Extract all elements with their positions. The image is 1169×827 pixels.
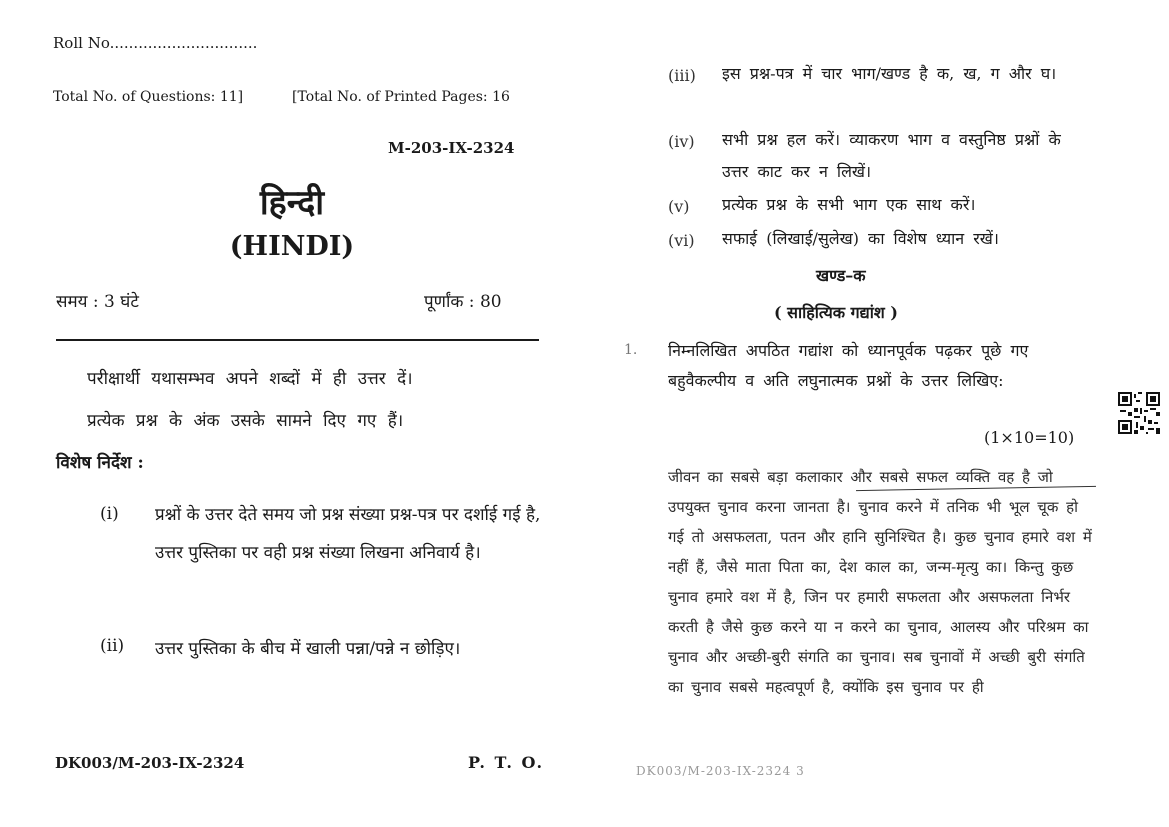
roll-number-field: Roll No............................... xyxy=(53,34,258,52)
instruction-number: (ii) xyxy=(100,636,125,656)
footer-code: DK003/M-203-IX-2324 xyxy=(55,754,245,772)
total-printed-pages: [Total No. of Printed Pages: 16 xyxy=(292,89,510,105)
general-instruction: प्रत्येक प्रश्न के अंक उसके सामने दिए गए हैं। xyxy=(87,411,404,431)
faded-footer: DK003/M-203-IX-2324 3 xyxy=(636,764,805,778)
instruction-text: उत्तर पुस्तिका के बीच में खाली पन्ना/पन्ने न छोड़िए। xyxy=(155,639,461,659)
qr-code-icon xyxy=(1118,392,1160,434)
special-instructions-heading: विशेष निर्देश : xyxy=(56,453,144,473)
instruction-number: (iii) xyxy=(668,66,696,85)
instruction-text: प्रत्येक प्रश्न के सभी भाग एक साथ करें। xyxy=(722,195,976,214)
instruction-text: प्रश्नों के उत्तर देते समय जो प्रश्न संख्या प्रश्न-पत्र पर दर्शाई गई है, उत्तर पुस्तिका पर वही प्रश्न संख्या लिखना अनिवार्य है। xyxy=(155,505,541,563)
instruction-number: (v) xyxy=(668,197,690,216)
page-turn-over: P. T. O. xyxy=(468,753,545,772)
section-title: खण्ड–क xyxy=(816,266,866,285)
instruction-number: (vi) xyxy=(668,231,695,250)
max-marks: पूर्णांक : 80 xyxy=(424,292,502,312)
left-page xyxy=(0,0,584,827)
instruction-number: (i) xyxy=(100,504,119,524)
subject-title-hindi: हिन्दी xyxy=(259,183,325,223)
instruction-text: इस प्रश्न-पत्र में चार भाग/खण्ड है क, ख, ग और घ। xyxy=(722,64,1057,83)
general-instruction: परीक्षार्थी यथासम्भव अपने शब्दों में ही उत्तर दें। xyxy=(87,369,413,389)
question-text: निम्नलिखित अपठित गद्यांश को ध्यानपूर्वक पढ़कर पूछे गए बहुवैकल्पीय व अति लघुनात्मक प्रश्नों के उत्तर लिखिए: xyxy=(668,341,1029,390)
instruction-text: सभी प्रश्न हल करें। व्याकरण भाग व वस्तुनिष्ठ प्रश्नों के उत्तर काट कर न लिखें। xyxy=(722,130,1061,181)
total-questions: Total No. of Questions: 11] xyxy=(53,89,244,105)
right-page xyxy=(606,0,1169,827)
question-marks: (1×10=10) xyxy=(984,428,1075,447)
time-allowed: समय : 3 घंटे xyxy=(56,292,139,312)
question-number: 1. xyxy=(624,342,638,358)
passage-text: जीवन का सबसे बड़ा कलाकार और सबसे सफल व्यक्ति वह है जो उपयुक्त चुनाव करना जानता है। चुनाव करने में तनिक भी भूल चूक हो गई तो असफलता, पतन और हानि सुनिश्चित है। कुछ चुनाव हमारे वश में नहीं हैं, जैसे माता पिता का, देश काल का, जन्म-मृत्यु का। किन्तु कुछ चुनाव हमारे वश में है, जिन पर हमारी सफलता और असफलता निर्भर करती है जैसे कुछ करने या न करने का चुनाव, आलस्य और परिश्रम का चुनाव और अच्छी-बुरी संगति का चुनाव। सब चुनावों में अच्छी बुरी संगति का चुनाव सबसे महत्वपूर्ण है, क्योंकि इस चुनाव पर ही xyxy=(668,468,1092,696)
divider xyxy=(56,339,539,341)
paper-code: M-203-IX-2324 xyxy=(388,139,515,157)
subject-title-english: (HINDI) xyxy=(229,231,355,262)
instruction-text: सफाई (लिखाई/सुलेख) का विशेष ध्यान रखें। xyxy=(722,229,999,248)
instruction-number: (iv) xyxy=(668,132,695,151)
section-subtitle: ( साहित्यिक गद्यांश ) xyxy=(774,303,898,322)
